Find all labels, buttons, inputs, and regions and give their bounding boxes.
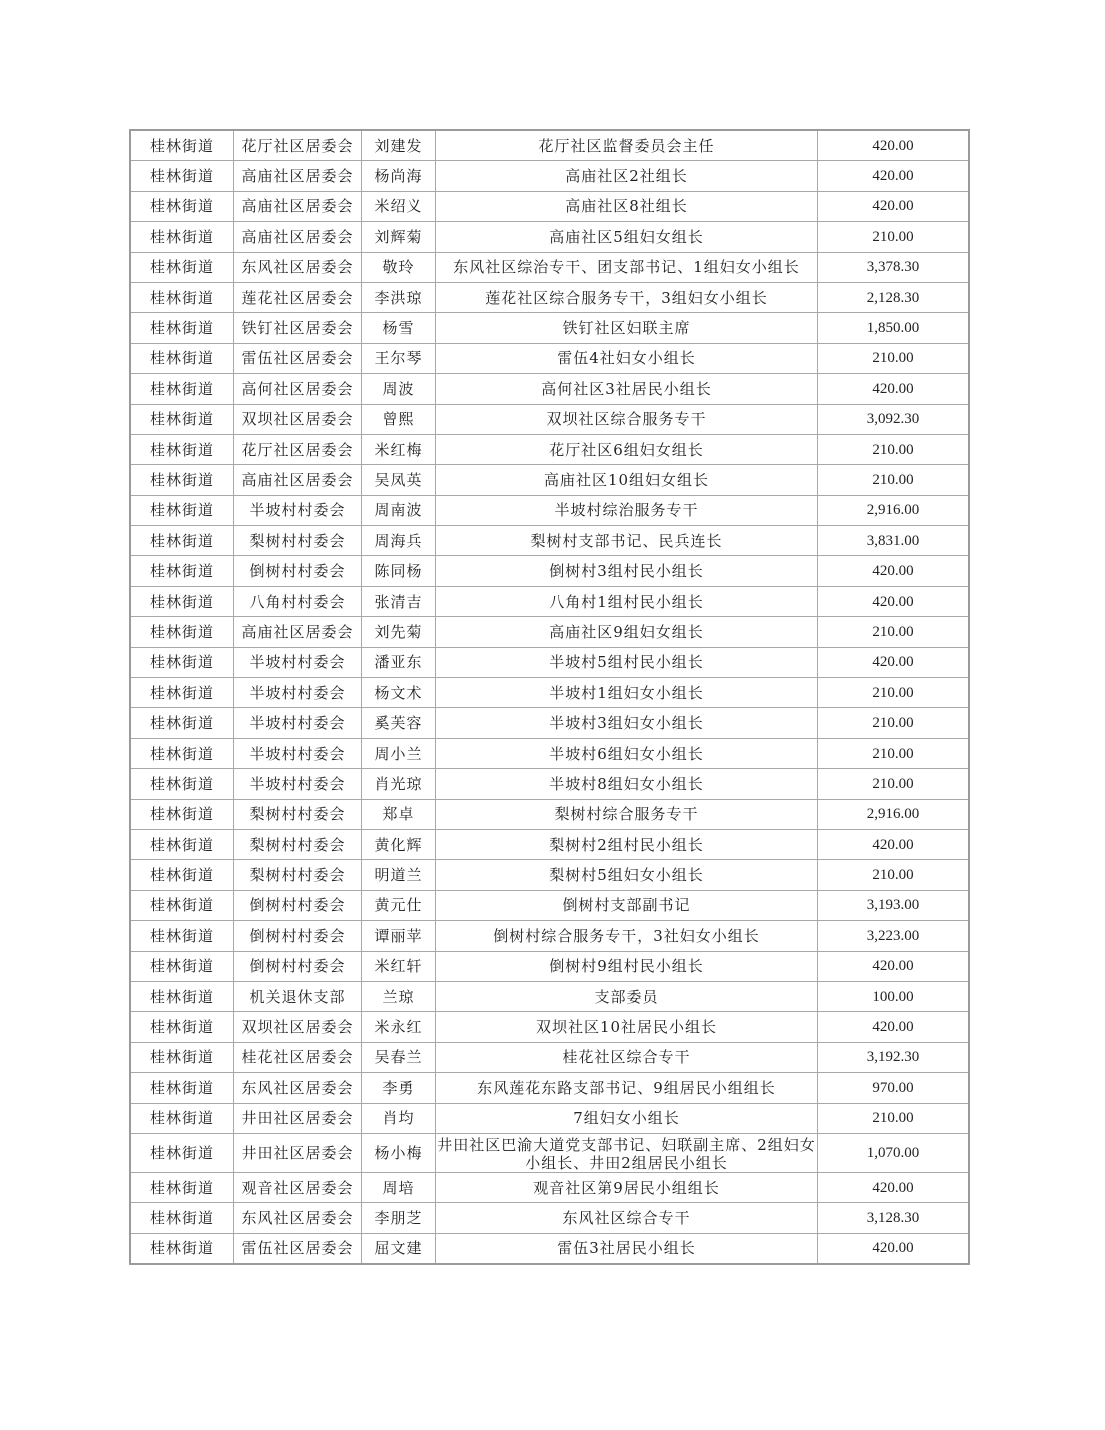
- street-cell: 桂林街道: [130, 404, 234, 434]
- amount-cell: 2,128.30: [818, 282, 970, 312]
- amount-cell: 210.00: [818, 678, 970, 708]
- organization-cell: 铁钉社区居委会: [234, 313, 362, 343]
- table-row: [130, 678, 969, 708]
- position-cell: 东风社区综合专干: [436, 1203, 818, 1233]
- amount-cell: 970.00: [818, 1073, 970, 1103]
- position-cell: 倒树村综合服务专干，3社妇女小组长: [436, 921, 818, 951]
- person-name-cell: 米红轩: [362, 951, 436, 981]
- organization-cell: 井田社区居委会: [234, 1133, 362, 1172]
- position-cell: 铁钉社区妇联主席: [436, 313, 818, 343]
- table-row: [130, 586, 969, 616]
- street-cell: 桂林街道: [130, 921, 234, 951]
- street-cell: 桂林街道: [130, 434, 234, 464]
- position-cell: 桂花社区综合专干: [436, 1042, 818, 1072]
- street-cell: 桂林街道: [130, 526, 234, 556]
- street-cell: 桂林街道: [130, 495, 234, 525]
- table-row: [130, 1133, 969, 1172]
- organization-cell: 双坝社区居委会: [234, 1012, 362, 1042]
- organization-cell: 高何社区居委会: [234, 374, 362, 404]
- position-cell: 高庙社区8社组长: [436, 191, 818, 221]
- amount-cell: 1,850.00: [818, 313, 970, 343]
- street-cell: 桂林街道: [130, 374, 234, 404]
- person-name-cell: 杨尚海: [362, 161, 436, 191]
- street-cell: 桂林街道: [130, 647, 234, 677]
- position-cell: 东风莲花东路支部书记、9组居民小组组长: [436, 1073, 818, 1103]
- street-cell: 桂林街道: [130, 161, 234, 191]
- organization-cell: 东风社区居委会: [234, 252, 362, 282]
- amount-cell: 3,223.00: [818, 921, 970, 951]
- person-name-cell: 郑卓: [362, 799, 436, 829]
- street-cell: 桂林街道: [130, 678, 234, 708]
- position-cell: 半坡村综治服务专干: [436, 495, 818, 525]
- organization-cell: 半坡村村委会: [234, 738, 362, 768]
- person-name-cell: 李朋芝: [362, 1203, 436, 1233]
- street-cell: 桂林街道: [130, 465, 234, 495]
- table-row: [130, 343, 969, 373]
- person-name-cell: 曾熙: [362, 404, 436, 434]
- table-row: [130, 434, 969, 464]
- organization-cell: 梨树村村委会: [234, 526, 362, 556]
- street-cell: 桂林街道: [130, 1172, 234, 1202]
- amount-cell: 420.00: [818, 161, 970, 191]
- amount-cell: 210.00: [818, 769, 970, 799]
- position-cell: 高庙社区9组妇女组长: [436, 617, 818, 647]
- position-cell: 支部委员: [436, 981, 818, 1011]
- position-cell: 半坡村8组妇女小组长: [436, 769, 818, 799]
- person-name-cell: 周培: [362, 1172, 436, 1202]
- position-cell: 东风社区综治专干、团支部书记、1组妇女小组长: [436, 252, 818, 282]
- street-cell: 桂林街道: [130, 1133, 234, 1172]
- organization-cell: 双坝社区居委会: [234, 404, 362, 434]
- organization-cell: 高庙社区居委会: [234, 617, 362, 647]
- position-cell: 花厅社区监督委员会主任: [436, 130, 818, 161]
- amount-cell: 210.00: [818, 1103, 970, 1133]
- person-name-cell: 肖光琼: [362, 769, 436, 799]
- person-name-cell: 黄化辉: [362, 829, 436, 859]
- person-name-cell: 周小兰: [362, 738, 436, 768]
- person-name-cell: 明道兰: [362, 860, 436, 890]
- amount-cell: 420.00: [818, 374, 970, 404]
- amount-cell: 420.00: [818, 130, 970, 161]
- street-cell: 桂林街道: [130, 1103, 234, 1133]
- position-cell: 高何社区3社居民小组长: [436, 374, 818, 404]
- organization-cell: 倒树村村委会: [234, 556, 362, 586]
- person-name-cell: 李洪琼: [362, 282, 436, 312]
- position-cell: 井田社区巴渝大道党支部书记、妇联副主席、2组妇女小组长、井田2组居民小组长: [436, 1133, 818, 1172]
- table-row: [130, 556, 969, 586]
- organization-cell: 雷伍社区居委会: [234, 1233, 362, 1264]
- position-cell: 雷伍4社妇女小组长: [436, 343, 818, 373]
- person-name-cell: 周海兵: [362, 526, 436, 556]
- table-row: [130, 981, 969, 1011]
- organization-cell: 东风社区居委会: [234, 1203, 362, 1233]
- organization-cell: 雷伍社区居委会: [234, 343, 362, 373]
- person-name-cell: 杨小梅: [362, 1133, 436, 1172]
- organization-cell: 东风社区居委会: [234, 1073, 362, 1103]
- position-cell: 半坡村3组妇女小组长: [436, 708, 818, 738]
- organization-cell: 梨树村村委会: [234, 860, 362, 890]
- organization-cell: 高庙社区居委会: [234, 161, 362, 191]
- position-cell: 双坝社区综合服务专干: [436, 404, 818, 434]
- person-name-cell: 周波: [362, 374, 436, 404]
- person-name-cell: 屈文建: [362, 1233, 436, 1264]
- person-name-cell: 敬玲: [362, 252, 436, 282]
- amount-cell: 210.00: [818, 708, 970, 738]
- street-cell: 桂林街道: [130, 252, 234, 282]
- street-cell: 桂林街道: [130, 343, 234, 373]
- table-row: [130, 1103, 969, 1133]
- street-cell: 桂林街道: [130, 617, 234, 647]
- position-cell: 7组妇女小组长: [436, 1103, 818, 1133]
- table-row: [130, 1203, 969, 1233]
- organization-cell: 花厅社区居委会: [234, 130, 362, 161]
- amount-cell: 420.00: [818, 829, 970, 859]
- table-row: [130, 374, 969, 404]
- amount-cell: 420.00: [818, 191, 970, 221]
- street-cell: 桂林街道: [130, 981, 234, 1011]
- street-cell: 桂林街道: [130, 282, 234, 312]
- person-name-cell: 杨文术: [362, 678, 436, 708]
- amount-cell: 210.00: [818, 617, 970, 647]
- position-cell: 高庙社区5组妇女组长: [436, 222, 818, 252]
- person-name-cell: 兰琼: [362, 981, 436, 1011]
- table-row: [130, 161, 969, 191]
- amount-cell: 210.00: [818, 434, 970, 464]
- organization-cell: 花厅社区居委会: [234, 434, 362, 464]
- amount-cell: 210.00: [818, 738, 970, 768]
- organization-cell: 半坡村村委会: [234, 708, 362, 738]
- street-cell: 桂林街道: [130, 130, 234, 161]
- street-cell: 桂林街道: [130, 556, 234, 586]
- table-row: [130, 404, 969, 434]
- table-row: [130, 1012, 969, 1042]
- position-cell: 高庙社区10组妇女组长: [436, 465, 818, 495]
- amount-cell: 420.00: [818, 1012, 970, 1042]
- organization-cell: 倒树村村委会: [234, 890, 362, 920]
- table-row: [130, 130, 969, 161]
- roster-table-body: [130, 130, 969, 1264]
- organization-cell: 倒树村村委会: [234, 921, 362, 951]
- street-cell: 桂林街道: [130, 738, 234, 768]
- table-row: [130, 1233, 969, 1264]
- amount-cell: 420.00: [818, 556, 970, 586]
- table-row: [130, 647, 969, 677]
- table-row: [130, 617, 969, 647]
- organization-cell: 梨树村村委会: [234, 829, 362, 859]
- amount-cell: 3,192.30: [818, 1042, 970, 1072]
- street-cell: 桂林街道: [130, 769, 234, 799]
- table-row: [130, 890, 969, 920]
- table-row: [130, 191, 969, 221]
- table-row: [130, 495, 969, 525]
- amount-cell: 100.00: [818, 981, 970, 1011]
- organization-cell: 桂花社区居委会: [234, 1042, 362, 1072]
- street-cell: 桂林街道: [130, 1233, 234, 1264]
- street-cell: 桂林街道: [130, 1203, 234, 1233]
- position-cell: 倒树村9组村民小组长: [436, 951, 818, 981]
- person-name-cell: 黄元仕: [362, 890, 436, 920]
- table-row: [130, 222, 969, 252]
- position-cell: 观音社区第9居民小组组长: [436, 1172, 818, 1202]
- street-cell: 桂林街道: [130, 829, 234, 859]
- person-name-cell: 李勇: [362, 1073, 436, 1103]
- table-row: [130, 921, 969, 951]
- amount-cell: 420.00: [818, 951, 970, 981]
- organization-cell: 井田社区居委会: [234, 1103, 362, 1133]
- position-cell: 雷伍3社居民小组长: [436, 1233, 818, 1264]
- amount-cell: 420.00: [818, 1172, 970, 1202]
- street-cell: 桂林街道: [130, 586, 234, 616]
- amount-cell: 2,916.00: [818, 799, 970, 829]
- street-cell: 桂林街道: [130, 951, 234, 981]
- organization-cell: 机关退休支部: [234, 981, 362, 1011]
- person-name-cell: 王尔琴: [362, 343, 436, 373]
- position-cell: 八角村1组村民小组长: [436, 586, 818, 616]
- amount-cell: 210.00: [818, 860, 970, 890]
- person-name-cell: 米永红: [362, 1012, 436, 1042]
- position-cell: 双坝社区10社居民小组长: [436, 1012, 818, 1042]
- organization-cell: 高庙社区居委会: [234, 191, 362, 221]
- person-name-cell: 张清吉: [362, 586, 436, 616]
- table-row: [130, 1172, 969, 1202]
- table-row: [130, 252, 969, 282]
- street-cell: 桂林街道: [130, 1012, 234, 1042]
- table-row: [130, 708, 969, 738]
- amount-cell: 420.00: [818, 586, 970, 616]
- position-cell: 莲花社区综合服务专干，3组妇女小组长: [436, 282, 818, 312]
- position-cell: 高庙社区2社组长: [436, 161, 818, 191]
- amount-cell: 3,831.00: [818, 526, 970, 556]
- position-cell: 半坡村1组妇女小组长: [436, 678, 818, 708]
- organization-cell: 半坡村村委会: [234, 769, 362, 799]
- amount-cell: 3,193.00: [818, 890, 970, 920]
- position-cell: 梨树村支部书记、民兵连长: [436, 526, 818, 556]
- person-name-cell: 刘辉菊: [362, 222, 436, 252]
- person-name-cell: 潘亚东: [362, 647, 436, 677]
- street-cell: 桂林街道: [130, 890, 234, 920]
- table-row: [130, 282, 969, 312]
- amount-cell: 2,916.00: [818, 495, 970, 525]
- amount-cell: 210.00: [818, 343, 970, 373]
- organization-cell: 高庙社区居委会: [234, 222, 362, 252]
- person-name-cell: 谭丽苹: [362, 921, 436, 951]
- amount-cell: 210.00: [818, 465, 970, 495]
- position-cell: 梨树村2组村民小组长: [436, 829, 818, 859]
- position-cell: 半坡村6组妇女小组长: [436, 738, 818, 768]
- street-cell: 桂林街道: [130, 799, 234, 829]
- table-row: [130, 769, 969, 799]
- position-cell: 梨树村综合服务专干: [436, 799, 818, 829]
- position-cell: 倒树村3组村民小组长: [436, 556, 818, 586]
- street-cell: 桂林街道: [130, 313, 234, 343]
- person-name-cell: 吴春兰: [362, 1042, 436, 1072]
- amount-cell: 420.00: [818, 647, 970, 677]
- organization-cell: 半坡村村委会: [234, 678, 362, 708]
- roster-table: [129, 129, 970, 1265]
- table-row: [130, 829, 969, 859]
- person-name-cell: 米绍义: [362, 191, 436, 221]
- person-name-cell: 奚芙容: [362, 708, 436, 738]
- amount-cell: 3,128.30: [818, 1203, 970, 1233]
- person-name-cell: 肖均: [362, 1103, 436, 1133]
- street-cell: 桂林街道: [130, 191, 234, 221]
- person-name-cell: 米红梅: [362, 434, 436, 464]
- amount-cell: 210.00: [818, 222, 970, 252]
- amount-cell: 3,378.30: [818, 252, 970, 282]
- table-row: [130, 526, 969, 556]
- table-row: [130, 860, 969, 890]
- organization-cell: 八角村村委会: [234, 586, 362, 616]
- person-name-cell: 吴凤英: [362, 465, 436, 495]
- table-row: [130, 465, 969, 495]
- amount-cell: 420.00: [818, 1233, 970, 1264]
- street-cell: 桂林街道: [130, 1073, 234, 1103]
- position-cell: 倒树村支部副书记: [436, 890, 818, 920]
- organization-cell: 半坡村村委会: [234, 495, 362, 525]
- organization-cell: 梨树村村委会: [234, 799, 362, 829]
- person-name-cell: 陈同杨: [362, 556, 436, 586]
- person-name-cell: 刘先菊: [362, 617, 436, 647]
- street-cell: 桂林街道: [130, 222, 234, 252]
- person-name-cell: 周南波: [362, 495, 436, 525]
- table-row: [130, 1073, 969, 1103]
- street-cell: 桂林街道: [130, 860, 234, 890]
- organization-cell: 倒树村村委会: [234, 951, 362, 981]
- position-cell: 梨树村5组妇女小组长: [436, 860, 818, 890]
- table-row: [130, 799, 969, 829]
- table-row: [130, 951, 969, 981]
- organization-cell: 观音社区居委会: [234, 1172, 362, 1202]
- position-cell: 半坡村5组村民小组长: [436, 647, 818, 677]
- amount-cell: 1,070.00: [818, 1133, 970, 1172]
- organization-cell: 高庙社区居委会: [234, 465, 362, 495]
- position-cell: 花厅社区6组妇女组长: [436, 434, 818, 464]
- table-row: [130, 313, 969, 343]
- organization-cell: 半坡村村委会: [234, 647, 362, 677]
- table-row: [130, 738, 969, 768]
- amount-cell: 3,092.30: [818, 404, 970, 434]
- table-row: [130, 1042, 969, 1072]
- street-cell: 桂林街道: [130, 1042, 234, 1072]
- organization-cell: 莲花社区居委会: [234, 282, 362, 312]
- person-name-cell: 刘建发: [362, 130, 436, 161]
- street-cell: 桂林街道: [130, 708, 234, 738]
- person-name-cell: 杨雪: [362, 313, 436, 343]
